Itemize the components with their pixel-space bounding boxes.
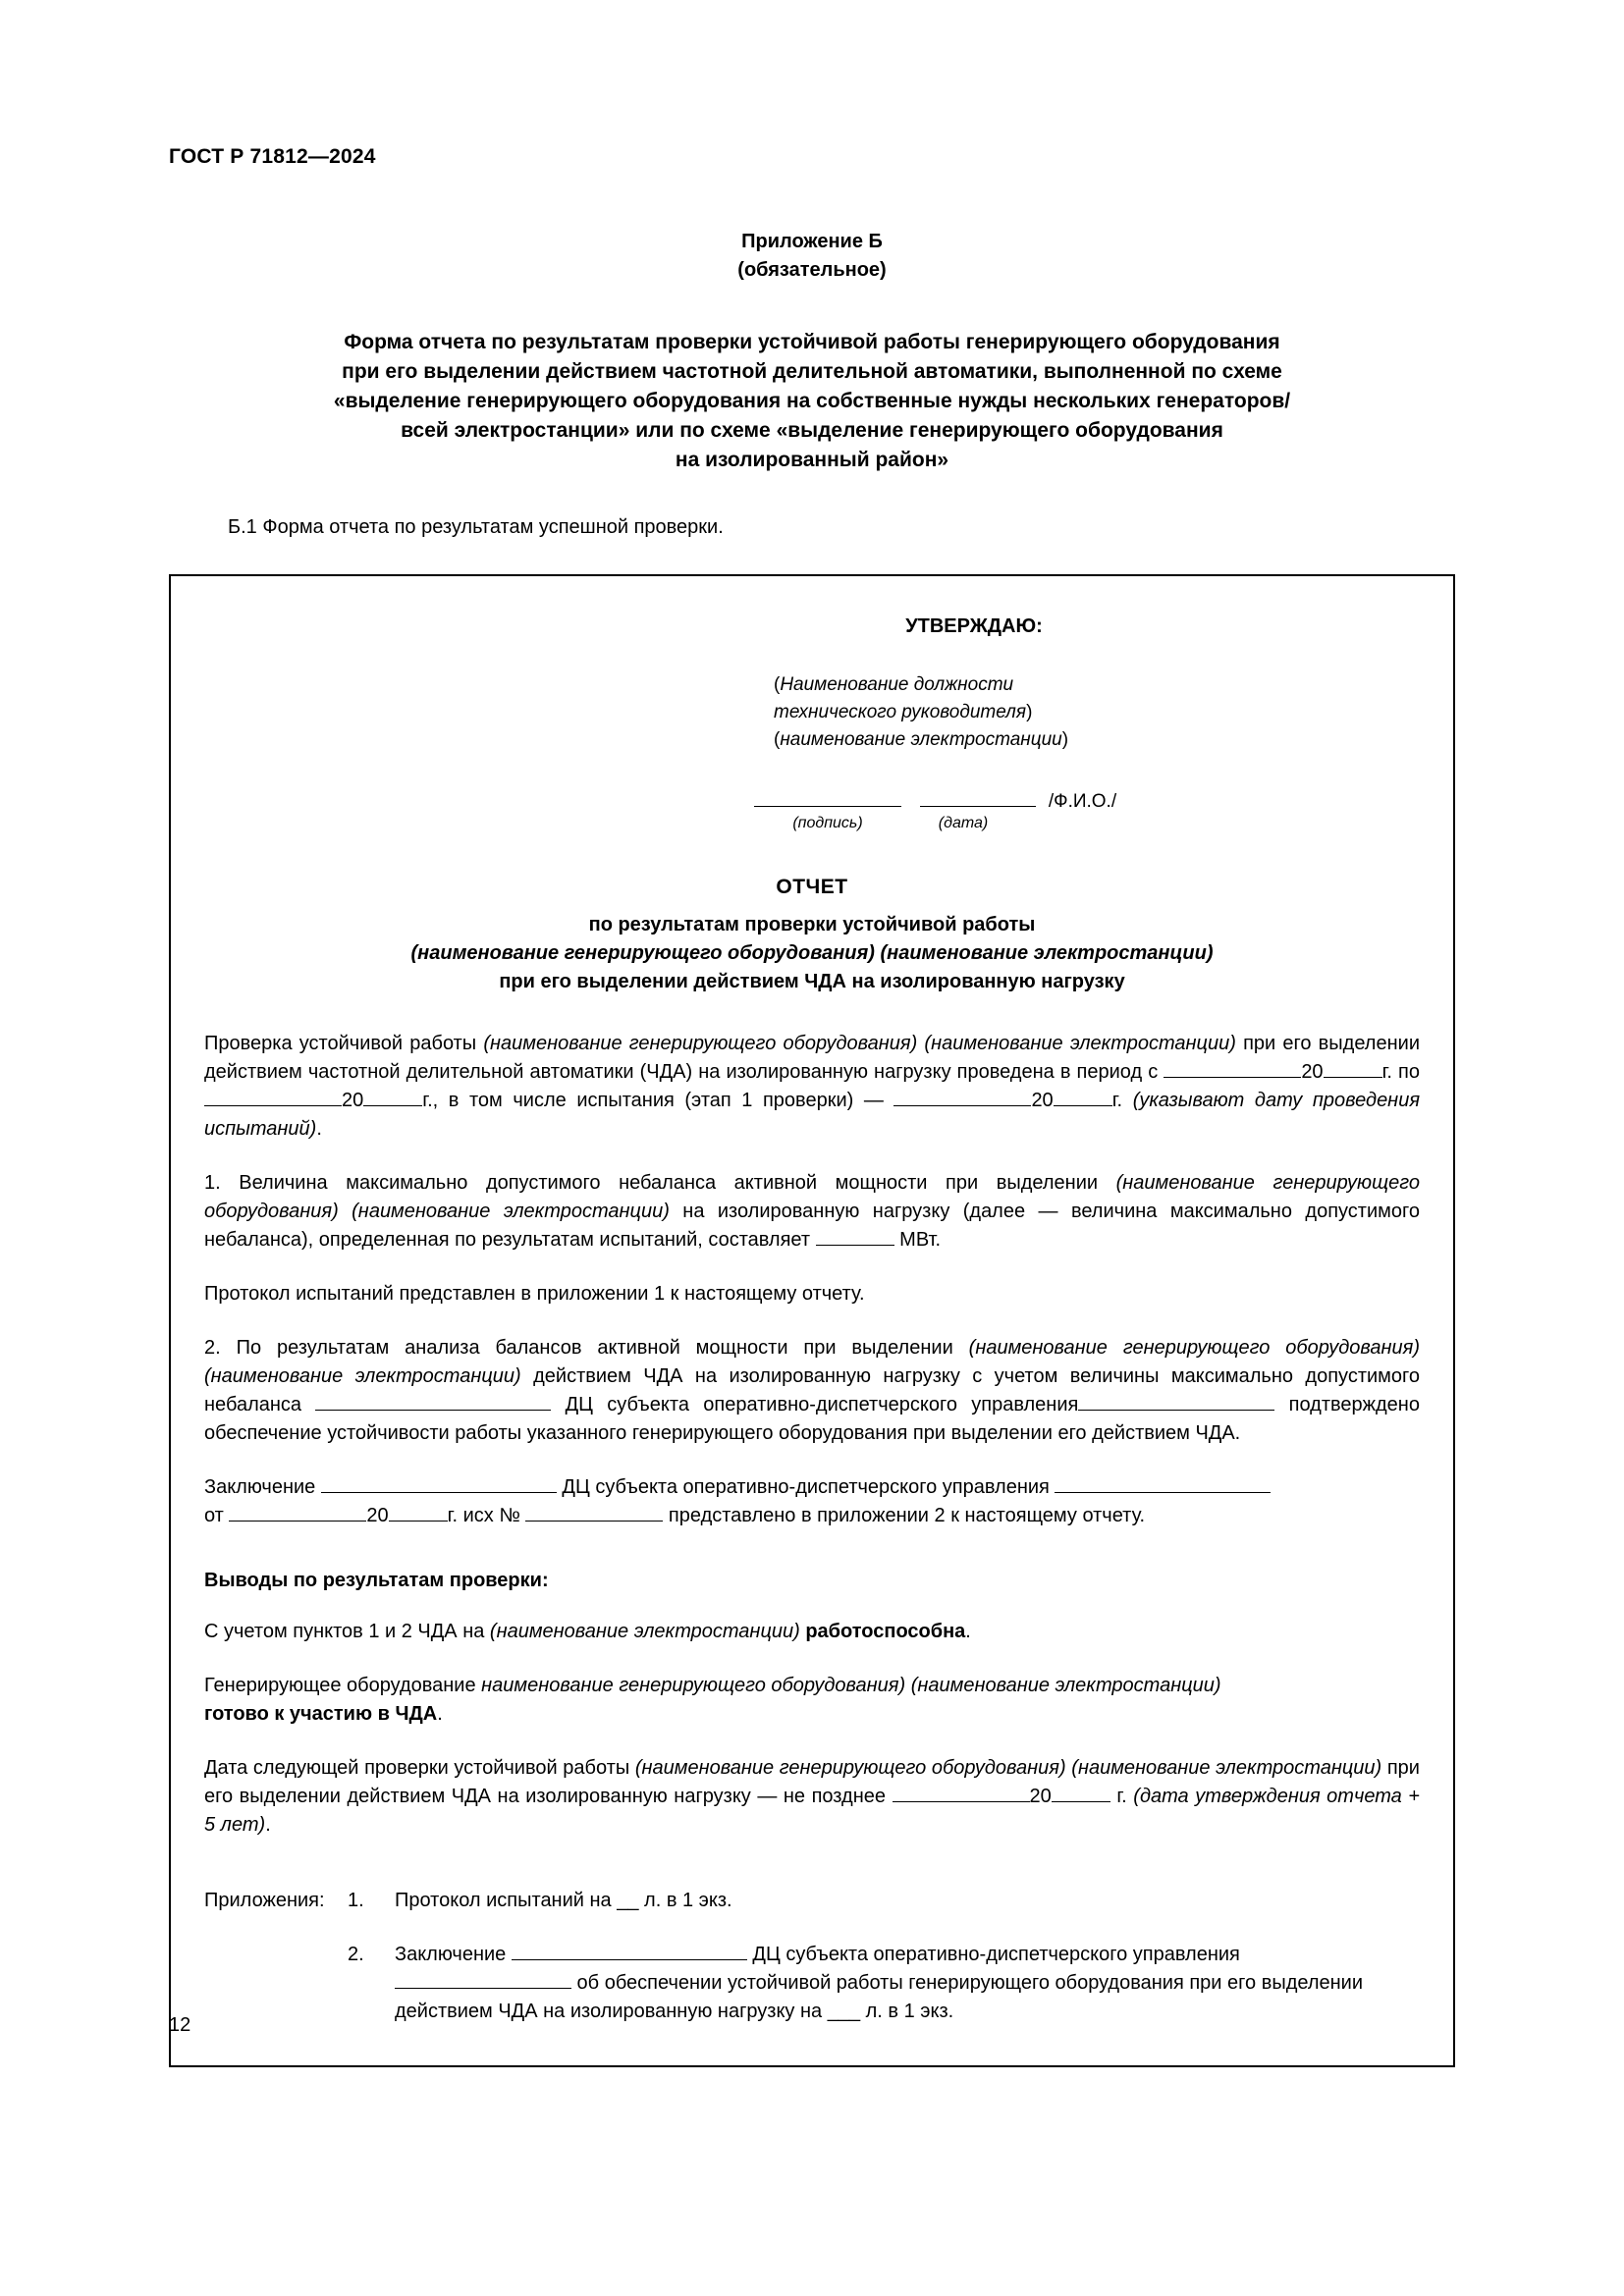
p4-b: ДЦ субъекта оперативно-диспетчерского управления — [556, 1476, 1056, 1498]
p0-e: 20 — [342, 1090, 364, 1111]
conclusion-outnum-blank[interactable] — [525, 1502, 663, 1522]
c3-d: г. — [1110, 1786, 1134, 1807]
p4-d: 20 — [366, 1505, 389, 1526]
p3-b: действием ЧДА на изолированную нагрузку с учетом величины максимально допустимого небаланса — [204, 1365, 1420, 1415]
c1-end: . — [965, 1621, 971, 1642]
p3-d: подтверждено обеспечение устойчивости работы указанного генерирующего оборудования при выделении его действием ЧДА. — [204, 1394, 1420, 1444]
paren-close-1: ) — [1026, 702, 1033, 722]
c2-a: Генерирующее оборудование — [204, 1675, 482, 1696]
approve-position-text-2: технического руководителя — [774, 702, 1027, 722]
p4-a: Заключение — [204, 1476, 321, 1498]
conclusion-heading: Выводы по результатам проверки: — [204, 1570, 549, 1591]
c3-end: . — [265, 1814, 271, 1836]
app2-c: об обеспечении устойчивой работы генерирующего оборудования при его выделении действием ЧДА на изолированную нагрузку на ___ л. в 1 экз. — [395, 1972, 1364, 2022]
form-title-line-3: «выделение генерирующего оборудования на собственные нужды нескольких генераторов/ — [333, 390, 1291, 412]
p0-italic-1: (наименование генерирующего оборудования) (наименование электростанции) — [483, 1033, 1236, 1054]
p0-italic-2: (указывают дату проведения испытаний) — [204, 1090, 1420, 1140]
c3-italic-2: (дата утверждения отчета + 5 лет) — [204, 1786, 1420, 1836]
form-title-line-2: при его выделении действием частотной делительной автоматики, выполненной по схеме — [342, 360, 1282, 383]
appendix-text-2 — [395, 1941, 1420, 2026]
paragraph-protocol: Протокол испытаний представлен в приложении 1 к настоящему отчету. — [204, 1283, 865, 1305]
p3-c: ДЦ субъекта оперативно-диспетчерского управления — [551, 1394, 1079, 1415]
p0-c: 20 — [1301, 1061, 1324, 1083]
c2-bold: готово к участию в ЧДА — [204, 1703, 438, 1725]
subsection-note: Б.1 Форма отчета по результатам успешной проверки. — [228, 516, 724, 538]
form-title-line-1: Форма отчета по результатам проверки устойчивой работы генерирующего оборудования — [344, 331, 1280, 353]
appendix-conclusion-blank-2[interactable] — [395, 1969, 571, 1989]
p4-f: представлено в приложении 2 к настоящему отчету. — [663, 1505, 1146, 1526]
form-title-line-5: на изолированный район» — [675, 449, 949, 471]
signature-captions — [204, 815, 1420, 832]
next-check-date-blank[interactable] — [893, 1783, 1030, 1802]
p1-a: 1. Величина максимально допустимого небаланса активной мощности при выделении — [204, 1172, 1116, 1194]
appendices-label: Приложения: — [204, 1890, 325, 1911]
c1-bold: работоспособна — [799, 1621, 966, 1642]
c2-italic: наименование генерирующего оборудования) (наименование электростанции) — [481, 1675, 1221, 1696]
approve-label: УТВЕРЖДАЮ: — [905, 615, 1043, 637]
test-date-blank[interactable] — [893, 1087, 1031, 1106]
paragraph-item-1 — [204, 1169, 1420, 1255]
paragraph-conclusion-ref — [204, 1473, 1420, 1530]
standard-header: ГОСТ Р 71812—2024 — [169, 145, 376, 168]
form-title — [169, 328, 1455, 475]
p4-c: от — [204, 1505, 230, 1526]
p0-b: при его выделении действием частотной делительной автоматики (ЧДА) на изолированную нагрузку проведена в период с — [204, 1033, 1420, 1083]
p0-h: г. — [1111, 1090, 1133, 1111]
appendices-block — [204, 1887, 1420, 2026]
next-check-year-blank[interactable] — [1052, 1783, 1110, 1802]
date-blank[interactable] — [920, 787, 1036, 807]
c2-end: . — [437, 1703, 443, 1725]
dc-name-blank-3[interactable] — [1055, 1473, 1271, 1493]
conclusion-date-blank[interactable] — [229, 1502, 366, 1522]
date-caption: (дата) — [938, 815, 989, 831]
paren-open-1: ( — [774, 674, 781, 695]
appendix-line-2: (обязательное) — [737, 259, 887, 281]
appendix-row-2 — [204, 1941, 1420, 2026]
appendix-conclusion-blank-1[interactable] — [512, 1941, 747, 1960]
appendices-label-spacer — [204, 1941, 348, 2026]
power-value-blank[interactable] — [816, 1226, 894, 1246]
appendix-line-1: Приложение Б — [741, 231, 883, 252]
c3-a: Дата следующей проверки устойчивой работы — [204, 1757, 635, 1779]
conclusion-number-blank[interactable] — [321, 1473, 557, 1493]
paren-close-2: ) — [1061, 729, 1069, 750]
c1-a: С учетом пунктов 1 и 2 ЧДА на — [204, 1621, 490, 1642]
p1-c: МВт. — [893, 1229, 942, 1251]
approve-position-text: Наименование должности — [780, 674, 1014, 695]
signature-caption: (подпись) — [792, 815, 863, 831]
appendix-row-1 — [204, 1887, 1420, 1915]
test-year-blank[interactable] — [1054, 1087, 1112, 1106]
appendix-number-1: 1. — [348, 1890, 364, 1911]
signature-blank[interactable] — [754, 787, 901, 807]
date-to-blank[interactable] — [204, 1087, 342, 1106]
report-sub-line-3: при его выделении действием ЧДА на изолированную нагрузку — [499, 971, 1125, 992]
approve-line-1 — [774, 671, 1420, 699]
signature-row — [204, 787, 1420, 813]
year-to-blank[interactable] — [363, 1087, 422, 1106]
c1-italic: (наименование электростанции) — [489, 1621, 800, 1642]
appendix-text-1: Протокол испытаний на __ л. в 1 экз. — [395, 1890, 732, 1911]
approve-line-2 — [774, 699, 1420, 726]
approve-position-block — [204, 671, 1420, 754]
paragraph-item-2 — [204, 1334, 1420, 1448]
p0-f: г., в том числе испытания (этап 1 проверки) — — [422, 1090, 894, 1111]
conclusion-year-blank[interactable] — [389, 1502, 448, 1522]
dc-name-blank-1[interactable] — [315, 1391, 551, 1411]
p1-italic-1: (наименование генерирующего оборудования) (наименование электростанции) — [204, 1172, 1420, 1222]
page-number: 12 — [169, 2014, 191, 2036]
page-content — [169, 214, 1455, 2067]
c3-b: при его выделении действием ЧДА на изолированную нагрузку — не позднее — [204, 1757, 1420, 1807]
p0-g: 20 — [1031, 1090, 1054, 1111]
report-subheading — [204, 911, 1420, 996]
approve-line-3 — [774, 726, 1420, 754]
date-from-blank[interactable] — [1164, 1058, 1301, 1078]
paragraph-intro — [204, 1030, 1420, 1144]
c3-italic-1: (наименование генерирующего оборудования) (наименование электростанции) — [634, 1757, 1382, 1779]
report-sub-line-2: (наименование генерирующего оборудования) (наименование электростанции) — [410, 942, 1214, 964]
p1-b: на изолированную нагрузку (далее — величина максимально допустимого небаланса), определенная по результатам испытаний, составляет — [204, 1201, 1420, 1251]
conclusion-line-3 — [204, 1754, 1420, 1840]
p4-e: г. исх № — [447, 1505, 526, 1526]
p0-end: . — [316, 1118, 322, 1140]
appendix-title — [169, 228, 1455, 285]
p3-a: 2. По результатам анализа балансов активной мощности при выделении — [204, 1337, 969, 1359]
conclusion-line-1 — [204, 1618, 1420, 1646]
report-heading: ОТЧЕТ — [776, 876, 848, 898]
conclusion-line-2 — [204, 1672, 1420, 1729]
form-title-line-4: всей электростанции» или по схеме «выделение генерирующего оборудования — [401, 419, 1223, 442]
c3-c: 20 — [1029, 1786, 1052, 1807]
p0-d: г. по — [1381, 1061, 1421, 1083]
p3-italic-1: (наименование генерирующего оборудования) (наименование электростанции) — [204, 1337, 1420, 1387]
approve-station-text: наименование электростанции — [780, 729, 1062, 750]
fio-label: /Ф.И.О./ — [1048, 791, 1117, 812]
dc-name-blank-2[interactable] — [1078, 1391, 1274, 1411]
year-from-blank[interactable] — [1324, 1058, 1382, 1078]
paren-open-2: ( — [774, 729, 781, 750]
appendix-number-2: 2. — [348, 1944, 364, 1965]
p0-a: Проверка устойчивой работы — [204, 1033, 484, 1054]
app2-b: ДЦ субъекта оперативно-диспетчерского управления — [746, 1944, 1240, 1965]
app2-a: Заключение — [395, 1944, 512, 1965]
report-form-box — [169, 574, 1455, 2067]
report-sub-line-1: по результатам проверки устойчивой работы — [588, 914, 1036, 935]
